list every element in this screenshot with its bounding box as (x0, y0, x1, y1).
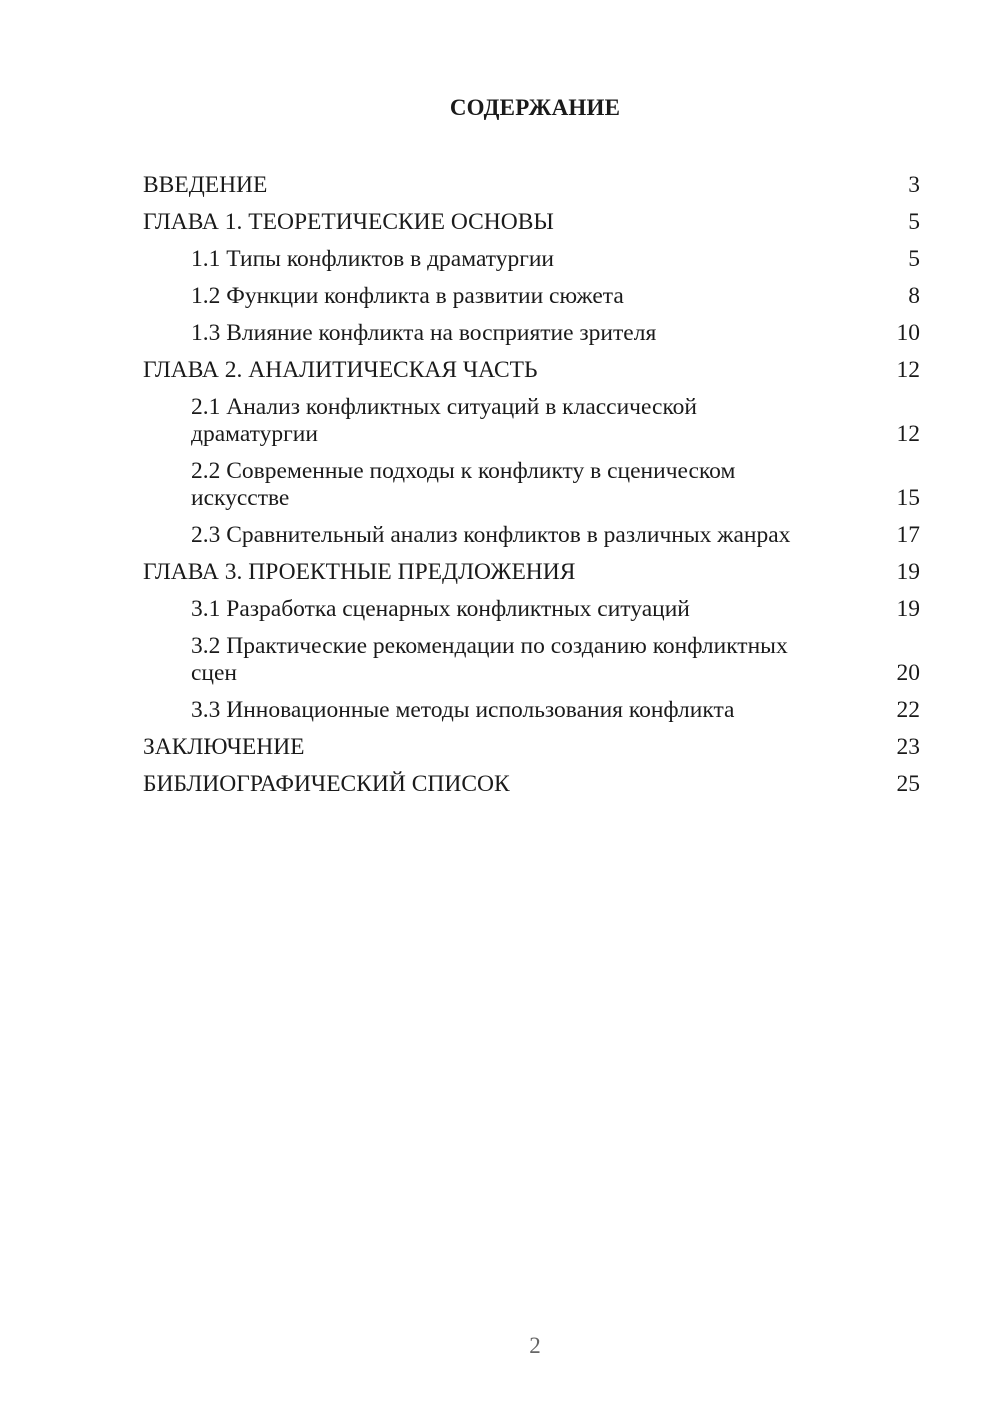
toc-entry-section-2-1[interactable] (143, 394, 920, 448)
toc-entry-label: 3.1 Разработка сценарных конфликтных ситуаций (191, 596, 690, 622)
toc-entry-page-number: 23 (896, 734, 920, 760)
toc-entry-section-1-3[interactable] (143, 320, 920, 347)
toc-entry-label: 1.1 Типы конфликтов в драматургии (191, 246, 555, 272)
toc-entry-page-number: 5 (908, 246, 920, 272)
toc-entry-section-1-1[interactable] (143, 246, 920, 273)
toc-entry-page-number: 19 (896, 559, 920, 585)
toc-entry-section-3-2[interactable] (143, 633, 920, 687)
page-title: СОДЕРЖАНИЕ (449, 95, 621, 120)
toc-entry-chapter-2[interactable] (143, 357, 920, 384)
toc-entry-label: ВВЕДЕНИЕ (143, 172, 268, 198)
toc-entry-label: ЗАКЛЮЧЕНИЕ (143, 734, 305, 760)
toc-entry-section-2-3[interactable] (143, 522, 920, 549)
toc-entry-page-number: 17 (896, 522, 920, 548)
toc-entry-page-number: 22 (896, 697, 920, 723)
toc-entry-bibliography[interactable] (143, 771, 920, 798)
toc-entry-label: ГЛАВА 2. АНАЛИТИЧЕСКАЯ ЧАСТЬ (143, 357, 538, 383)
toc-entry-label: 2.2 Современные подходы к конфликту в сценическом искусстве (191, 458, 736, 511)
toc-entry-label: ГЛАВА 3. ПРОЕКТНЫЕ ПРЕДЛОЖЕНИЯ (143, 559, 576, 585)
toc-entry-page-number: 8 (908, 283, 920, 309)
toc-entry-label: БИБЛИОГРАФИЧЕСКИЙ СПИСОК (143, 771, 510, 797)
toc-entry-page-number: 12 (896, 357, 920, 383)
toc-entry-page-number: 25 (896, 771, 920, 797)
toc-entry-section-3-3[interactable] (143, 697, 920, 724)
toc-entry-label: 3.3 Инновационные методы использования конфликта (191, 697, 735, 723)
toc-entry-chapter-1[interactable] (143, 209, 920, 236)
toc-entry-section-2-2[interactable] (143, 458, 920, 512)
table-of-contents (143, 168, 920, 798)
toc-entry-page-number: 5 (908, 209, 920, 235)
toc-entry-label: 1.2 Функции конфликта в развитии сюжета (191, 283, 624, 309)
toc-entry-conclusion[interactable] (143, 734, 920, 761)
toc-entry-page-number: 10 (896, 320, 920, 346)
toc-entry-page-number: 20 (896, 660, 920, 686)
toc-entry-label: 3.2 Практические рекомендации по созданию конфликтных сцен (191, 633, 788, 686)
toc-entry-page-number: 15 (896, 485, 920, 511)
toc-entry-label: ГЛАВА 1. ТЕОРЕТИЧЕСКИЕ ОСНОВЫ (143, 209, 554, 235)
toc-entry-page-number: 3 (908, 172, 920, 198)
toc-entry-chapter-3[interactable] (143, 559, 920, 586)
toc-entry-section-1-2[interactable] (143, 283, 920, 310)
toc-entry-label: 2.3 Сравнительный анализ конфликтов в различных жанрах (191, 522, 791, 548)
toc-entry-section-3-1[interactable] (143, 596, 920, 623)
toc-entry-label: 2.1 Анализ конфликтных ситуаций в классической драматургии (191, 394, 697, 447)
toc-entry-introduction[interactable] (143, 172, 920, 199)
toc-entry-label: 1.3 Влияние конфликта на восприятие зрителя (191, 320, 657, 346)
toc-entry-page-number: 12 (896, 421, 920, 447)
page-number: 2 (529, 1333, 541, 1358)
toc-entry-page-number: 19 (896, 596, 920, 622)
